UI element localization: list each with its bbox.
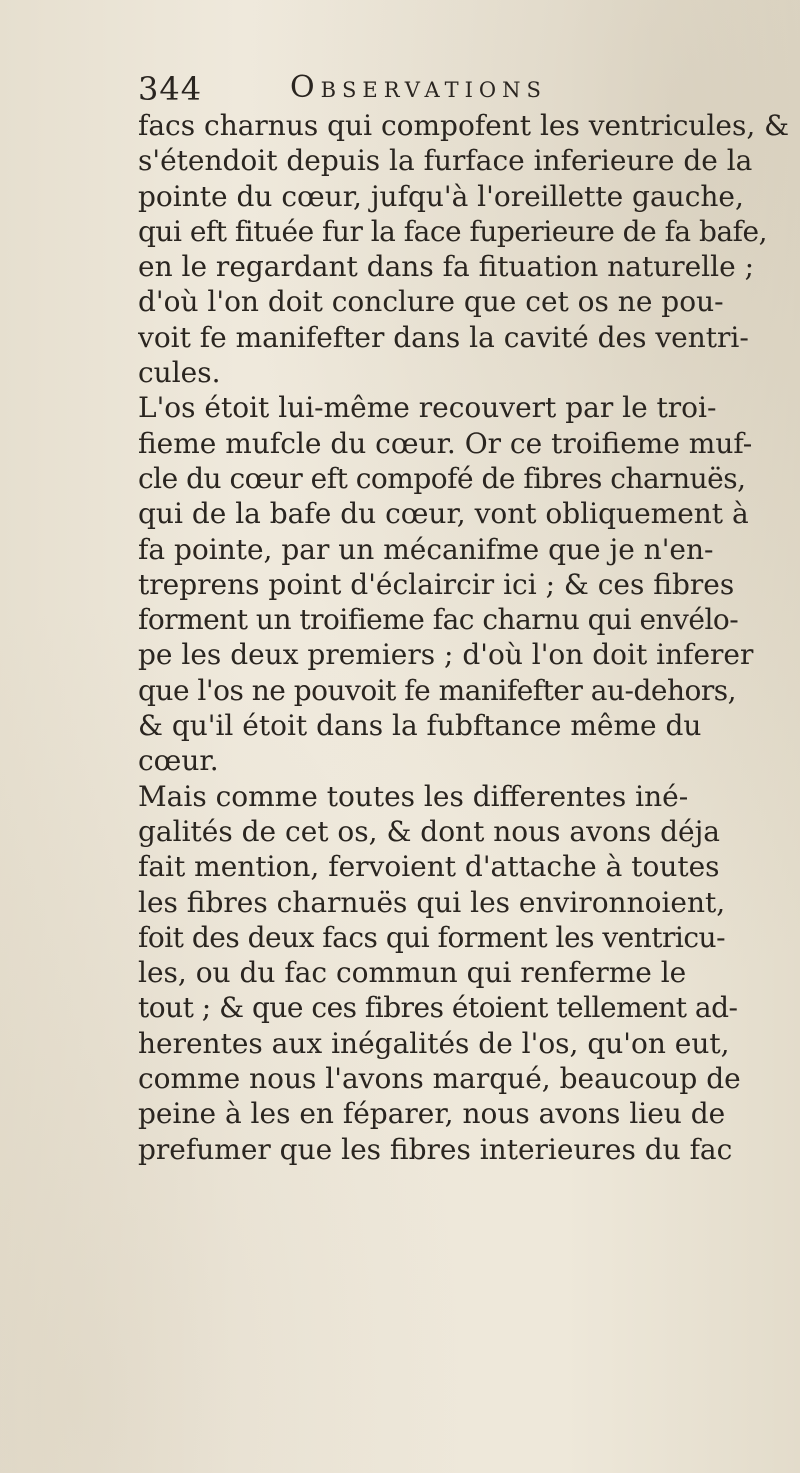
text-line: en le regardant dans fa fituation naturelle ; [138,250,754,284]
text-line: pointe du cœur, jufqu'à l'oreillette gauche, [138,179,744,213]
text-line: fieme mufcle du cœur. Or ce troifieme muf- [138,426,753,460]
text-line: que l'os ne pouvoit fe manifefter au-dehors, [138,673,737,707]
text-line: peine à les en féparer, nous avons lieu de [138,1097,726,1131]
text-line: L'os étoit lui-même recouvert par le troi- [138,391,717,425]
text-line: qui eft fituée fur la face fuperieure de fa bafe, [138,214,767,248]
text-line: cules. [138,356,221,390]
text-line: foit des deux facs qui forment les ventricu- [138,920,726,954]
text-line: prefumer que les fibres interieures du fac [138,1132,733,1166]
text-line: cœur. [138,744,219,778]
text-line: pe les deux premiers ; d'où l'on doit inferer [138,638,754,672]
page-number: 344 [138,70,203,108]
text-line: treprens point d'éclaircir ici ; & ces fibres [138,567,735,601]
text-line: qui de la bafe du cœur, vont obliquement à [138,497,749,531]
text-line: d'où l'on doit conclure que cet os ne pou- [138,285,724,319]
text-line: tout ; & que ces fibres étoient tellement ad- [138,991,738,1025]
text-line: cle du cœur eft compofé de fibres charnuës, [138,461,746,495]
text-line: les, ou du fac commun qui renferme le [138,956,687,990]
text-line: s'étendoit depuis la furface inferieure de la [138,144,753,178]
text-line: forment un troifieme fac charnu qui envélo- [138,603,739,637]
text-line: Mais comme toutes les differentes iné- [138,779,689,813]
text-line: comme nous l'avons marqué, beaucoup de [138,1062,741,1096]
text-line: galités de cet os, & dont nous avons déja [138,814,720,848]
running-title: Observations [290,70,547,105]
text-line: facs charnus qui compofent les ventricules, & [138,109,790,142]
text-line: & qu'il étoit dans la fubftance même du [138,709,702,743]
text-line: herentes aux inégalités de l'os, qu'on eut, [138,1026,730,1060]
text-line: les fibres charnuës qui les environnoient, [138,885,726,919]
body-text [138,108,798,1167]
text-line: fait mention, fervoient d'attache à toutes [138,850,720,884]
text-line: fa pointe, par un mécanifme que je n'en- [138,532,714,566]
text-line: voit fe manifefter dans la cavité des ventri- [138,320,749,354]
